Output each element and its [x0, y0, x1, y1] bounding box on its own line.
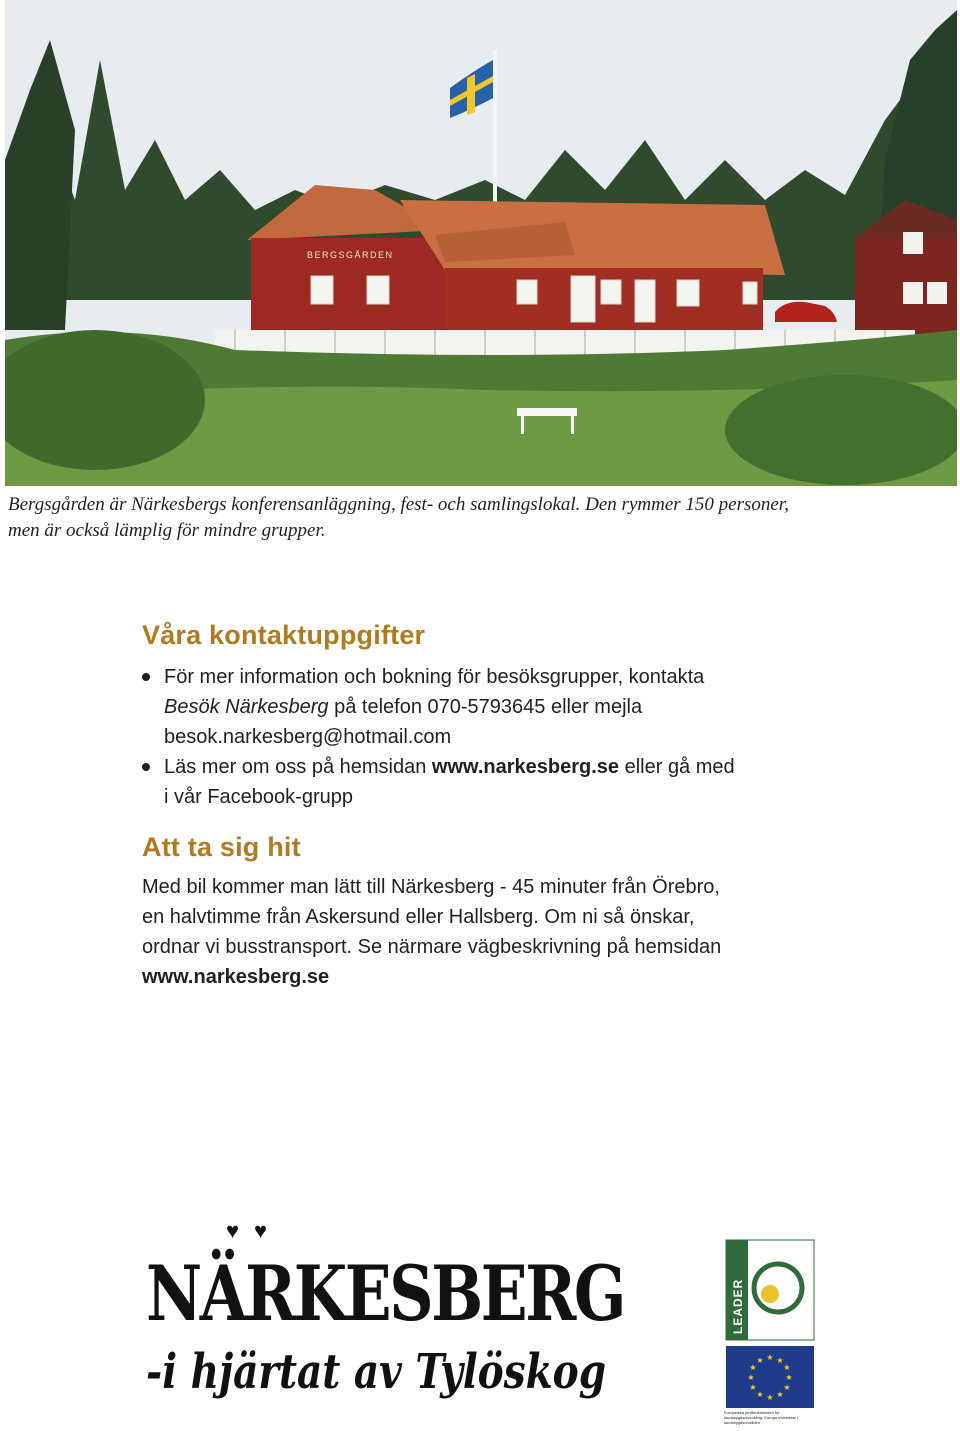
contact-heading: Våra kontaktuppgifter	[142, 620, 426, 650]
photo-scene	[5, 0, 957, 486]
caption-line: Bergsgården är Närkesbergs konferensanläggning, fest- och samlingslokal. Den rymmer 150 personer,	[8, 494, 789, 515]
caption-line: men är också lämplig för mindre grupper.	[8, 520, 326, 541]
heart-icon: ♥	[254, 1218, 268, 1243]
leader-eu-art	[722, 1238, 818, 1426]
leader-seed-icon	[761, 1285, 779, 1303]
svg-text:★: ★	[766, 1393, 774, 1402]
directions-paragraph	[142, 872, 862, 992]
logo-tagline: -i hjärtat av Tylöskog	[146, 1344, 606, 1400]
website-text-post: eller gå med	[619, 756, 735, 778]
website-text: Läs mer om oss på hemsidan	[164, 756, 432, 778]
directions-line: en halvtimme från Askersund eller Hallsberg. Om ni så önskar,	[142, 906, 695, 928]
eu-fund-text: Europeiska jordbruksfonden för landsbygdsutveckling: Europa investerar i landsbygdsområden	[724, 1410, 798, 1425]
svg-text:★: ★	[756, 1356, 764, 1365]
booking-line: För mer information och bokning för besöksgrupper, kontakta	[164, 666, 705, 688]
website-link[interactable]: www.narkesberg.se	[431, 756, 620, 778]
svg-text:★: ★	[785, 1373, 793, 1382]
directions-website-link[interactable]: www.narkesberg.se	[142, 966, 330, 988]
svg-text:★: ★	[783, 1363, 791, 1372]
contact-bullet-website	[142, 752, 862, 812]
website-line	[164, 752, 862, 782]
contact-bullet-booking	[142, 662, 862, 752]
booking-phone-line	[164, 692, 862, 722]
bush-right	[725, 375, 957, 485]
bergsgarden-photo	[5, 0, 957, 486]
main-building	[247, 185, 785, 332]
svg-text:★: ★	[783, 1383, 791, 1392]
narkesberg-logo	[140, 1212, 630, 1402]
facebook-line: i vår Facebook-grupp	[164, 786, 353, 808]
svg-text:★: ★	[776, 1356, 784, 1365]
photo-caption	[8, 492, 948, 544]
contact-list	[142, 662, 862, 812]
svg-text:★: ★	[776, 1390, 784, 1399]
directions-line: Med bil kommer man lätt till Närkesberg - 45 minuter från Örebro,	[142, 876, 720, 898]
narkesberg-logo-art	[140, 1212, 630, 1402]
email-link[interactable]: besok.narkesberg@hotmail.com	[164, 726, 452, 748]
heart-icon: ♥	[226, 1218, 240, 1243]
leader-eu-logo	[722, 1238, 818, 1426]
leader-label: LEADER	[731, 1278, 745, 1334]
svg-text:★: ★	[747, 1373, 755, 1382]
building-sign: BERGSGÅRDEN	[307, 250, 394, 260]
logo-wordmark: NÄRKESBE	[146, 1249, 615, 1338]
bullet-icon	[142, 763, 150, 771]
directions-line: ordnar vi busstransport. Se närmare vägbeskrivning på hemsidan	[142, 936, 722, 958]
svg-text:★: ★	[749, 1363, 757, 1372]
svg-text:★: ★	[766, 1353, 774, 1362]
svg-text:★: ★	[749, 1383, 757, 1392]
besok-narkesberg-name: Besök Närkesberg	[164, 696, 329, 718]
bullet-icon	[142, 673, 150, 681]
svg-text:★: ★	[756, 1390, 764, 1399]
phone-text: på telefon 070-5793645 eller mejla	[328, 696, 643, 718]
directions-heading: Att ta sig hit	[142, 832, 301, 862]
